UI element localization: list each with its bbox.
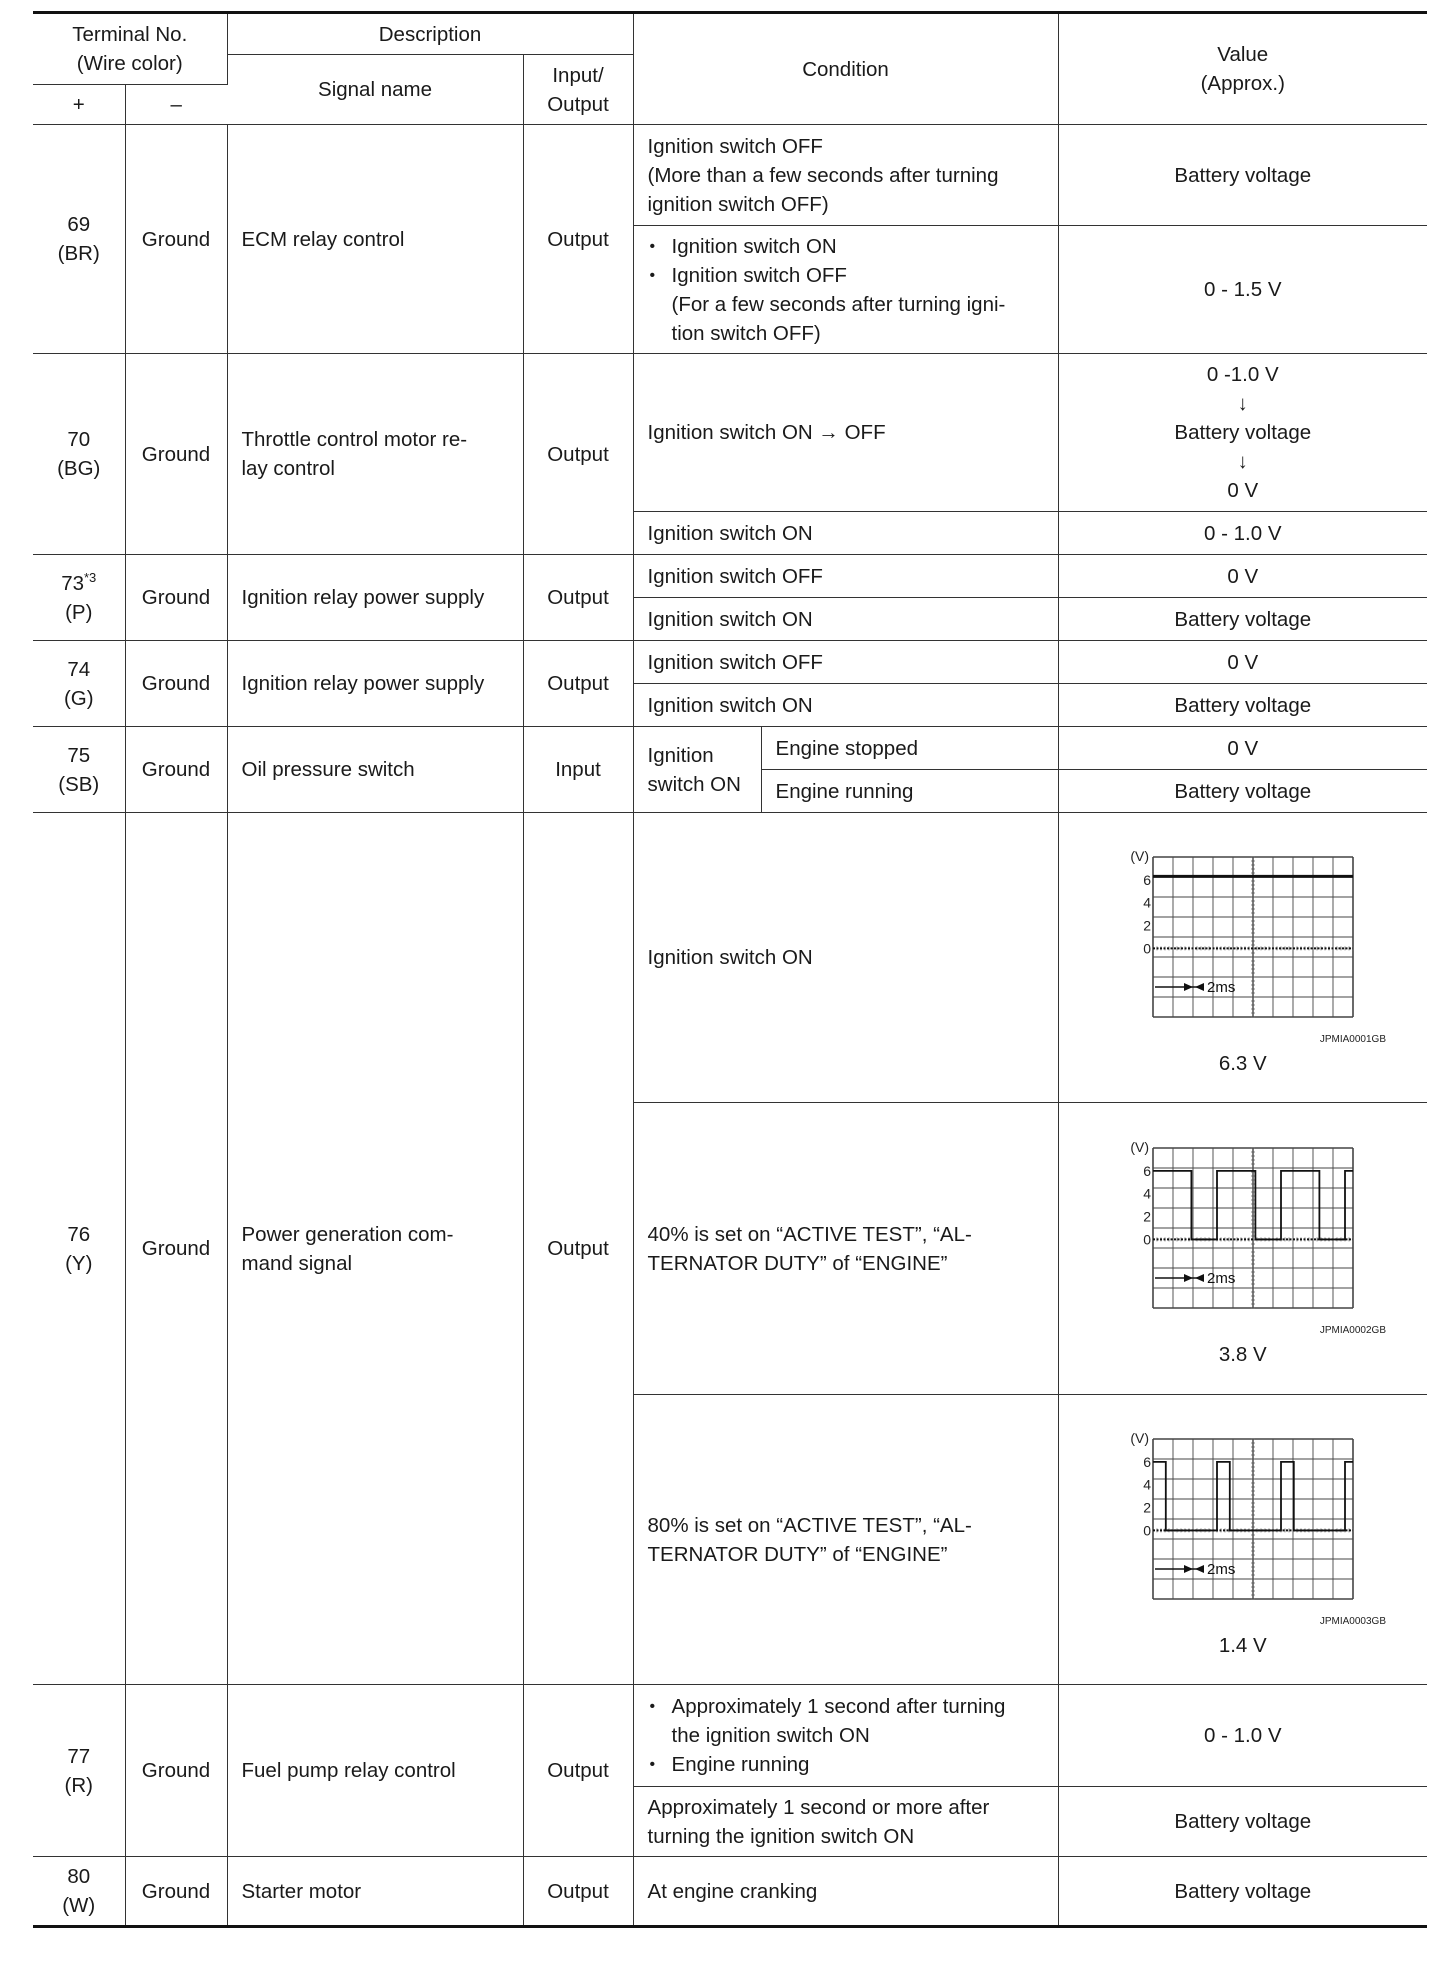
value: Battery voltage (1058, 684, 1427, 727)
io-type: Output (523, 354, 633, 555)
value (1058, 1395, 1427, 1685)
figure-code: JPMIA0002GB (1319, 1325, 1386, 1336)
arrow-down-icon: ↓ (1237, 450, 1248, 473)
io-type: Output (523, 125, 633, 354)
chart-value: 6.3 V (1218, 1052, 1267, 1075)
signal-name: Starter motor (227, 1857, 523, 1927)
header-signal-name: Signal name (227, 55, 523, 125)
signal-name: Ignition relay power supply (227, 555, 523, 641)
arrow-left-icon (1195, 983, 1204, 991)
arrow-right-icon (1184, 983, 1193, 991)
table-row (33, 1857, 1427, 1927)
y-axis-label: (V) (1130, 848, 1149, 864)
terminal-minus: Ground (125, 1857, 227, 1927)
condition: At engine cranking (633, 1857, 1058, 1927)
signal-name: Power generation com- mand signal (227, 813, 523, 1685)
chart-value: 1.4 V (1218, 1634, 1267, 1657)
condition (633, 1685, 1058, 1787)
signal-name: ECM relay control (227, 125, 523, 354)
table-row (33, 641, 1427, 684)
y-tick-label: 0 (1142, 1522, 1151, 1539)
signal-name: Oil pressure switch (227, 727, 523, 813)
value: Battery voltage (1058, 1857, 1427, 1927)
condition: 40% is set on “ACTIVE TEST”, “AL- TERNATOR DUTY” of “ENGINE” (633, 1103, 1058, 1395)
signal-name: Throttle control motor re- lay control (227, 354, 523, 555)
header-value: Value (Approx.) (1058, 13, 1427, 125)
table-row (33, 555, 1427, 598)
condition-group: Ignition switch ON (633, 727, 761, 813)
terminal-number: 70 (BG) (33, 354, 125, 555)
arrow-right-icon (1184, 1274, 1193, 1282)
value: Battery voltage (1058, 770, 1427, 813)
y-tick-label: 0 (1142, 940, 1151, 957)
value (1058, 1103, 1427, 1395)
condition-bullet: • Ignition switch OFF (648, 261, 1044, 290)
condition: Ignition switch ON (633, 684, 1058, 727)
terminal-minus: Ground (125, 555, 227, 641)
condition: Approximately 1 second or more after turning the ignition switch ON (633, 1787, 1058, 1857)
header-description: Description (227, 13, 633, 55)
io-type: Output (523, 555, 633, 641)
y-tick-label: 4 (1142, 894, 1151, 911)
figure-code: JPMIA0003GB (1319, 1616, 1386, 1627)
terminal-minus: Ground (125, 641, 227, 727)
table-row (33, 813, 1427, 1103)
arrow-right-icon (1184, 1565, 1193, 1573)
y-tick-label: 0 (1142, 1231, 1151, 1248)
condition: Ignition switch ON (633, 813, 1058, 1103)
header-minus: – (125, 85, 227, 125)
oscilloscope-chart (1098, 837, 1388, 1047)
y-axis-label: (V) (1130, 1139, 1149, 1155)
io-type: Output (523, 813, 633, 1685)
value-step: 0 V (1227, 479, 1259, 502)
y-tick-label: 6 (1142, 1453, 1151, 1470)
y-tick-label: 2 (1142, 1208, 1151, 1225)
table-row (33, 1685, 1427, 1787)
table-row (33, 354, 1427, 512)
value: 0 V (1058, 555, 1427, 598)
condition-bullet: • Engine running (648, 1750, 1044, 1779)
y-tick-label: 6 (1142, 1162, 1151, 1179)
timebase-label: 2ms (1206, 979, 1236, 996)
value: 0 V (1058, 641, 1427, 684)
value (1058, 354, 1427, 512)
oscilloscope-chart (1098, 1128, 1388, 1338)
timebase-label: 2ms (1206, 1561, 1236, 1578)
signal-name: Fuel pump relay control (227, 1685, 523, 1857)
terminal-number: 77 (R) (33, 1685, 125, 1857)
value: Battery voltage (1058, 1787, 1427, 1857)
timebase-label: 2ms (1206, 1270, 1236, 1287)
terminal-number: 76 (Y) (33, 813, 125, 1685)
value (1058, 813, 1427, 1103)
y-tick-label: 4 (1142, 1185, 1151, 1202)
signal-name: Ignition relay power supply (227, 641, 523, 727)
terminal-number: 80 (W) (33, 1857, 125, 1927)
condition: Ignition switch OFF (633, 641, 1058, 684)
io-type: Output (523, 641, 633, 727)
condition: Ignition switch OFF (More than a few seconds after turning ignition switch OFF) (633, 125, 1058, 226)
condition: Engine stopped (761, 727, 1058, 770)
value: Battery voltage (1058, 598, 1427, 641)
y-axis-label: (V) (1130, 1430, 1149, 1446)
arrow-left-icon (1195, 1565, 1204, 1573)
terminal-minus: Ground (125, 727, 227, 813)
value: Battery voltage (1058, 125, 1427, 226)
table-row (33, 727, 1427, 770)
condition-bullet: • Ignition switch ON (648, 232, 1044, 261)
value-step: Battery voltage (1174, 421, 1312, 444)
io-type: Input (523, 727, 633, 813)
oscilloscope-chart (1098, 1419, 1388, 1629)
y-tick-label: 2 (1142, 917, 1151, 934)
chart-value: 3.8 V (1218, 1343, 1267, 1366)
condition (633, 226, 1058, 354)
condition: Ignition switch ON → OFF (633, 354, 1058, 512)
condition: Ignition switch ON (633, 598, 1058, 641)
value: 0 V (1058, 727, 1427, 770)
condition-note: (For a few seconds after turning igni- tion switch OFF) (671, 292, 1006, 345)
figure-code: JPMIA0001GB (1319, 1034, 1386, 1045)
condition-bullet: • Approximately 1 second after turning the ignition switch ON (648, 1692, 1044, 1750)
value: 0 - 1.5 V (1058, 226, 1427, 354)
header-condition: Condition (633, 13, 1058, 125)
arrow-left-icon (1195, 1274, 1204, 1282)
terminal-number: 73$^{*3}$ (P) (33, 555, 125, 641)
value: 0 - 1.0 V (1058, 512, 1427, 555)
ecm-terminal-table (33, 11, 1427, 1928)
terminal-minus: Ground (125, 125, 227, 354)
condition: Ignition switch ON (633, 512, 1058, 555)
header-terminal: Terminal No. (Wire color) (33, 13, 227, 85)
terminal-number: 75 (SB) (33, 727, 125, 813)
condition: 80% is set on “ACTIVE TEST”, “AL- TERNATOR DUTY” of “ENGINE” (633, 1395, 1058, 1685)
y-tick-label: 4 (1142, 1476, 1151, 1493)
terminal-number: 69 (BR) (33, 125, 125, 354)
io-type: Output (523, 1857, 633, 1927)
y-tick-label: 2 (1142, 1499, 1151, 1516)
terminal-spec-sheet (33, 11, 1427, 1928)
condition: Ignition switch OFF (633, 555, 1058, 598)
table-row (33, 125, 1427, 226)
terminal-minus: Ground (125, 813, 227, 1685)
condition: Engine running (761, 770, 1058, 813)
terminal-number: 74 (G) (33, 641, 125, 727)
terminal-minus: Ground (125, 1685, 227, 1857)
header-io: Input/ Output (523, 55, 633, 125)
terminal-minus: Ground (125, 354, 227, 555)
y-tick-label: 6 (1142, 871, 1151, 888)
header-plus: + (33, 85, 125, 125)
io-type: Output (523, 1685, 633, 1857)
arrow-down-icon: ↓ (1237, 392, 1248, 415)
value: 0 - 1.0 V (1058, 1685, 1427, 1787)
value-step: 0 -1.0 V (1206, 363, 1279, 386)
